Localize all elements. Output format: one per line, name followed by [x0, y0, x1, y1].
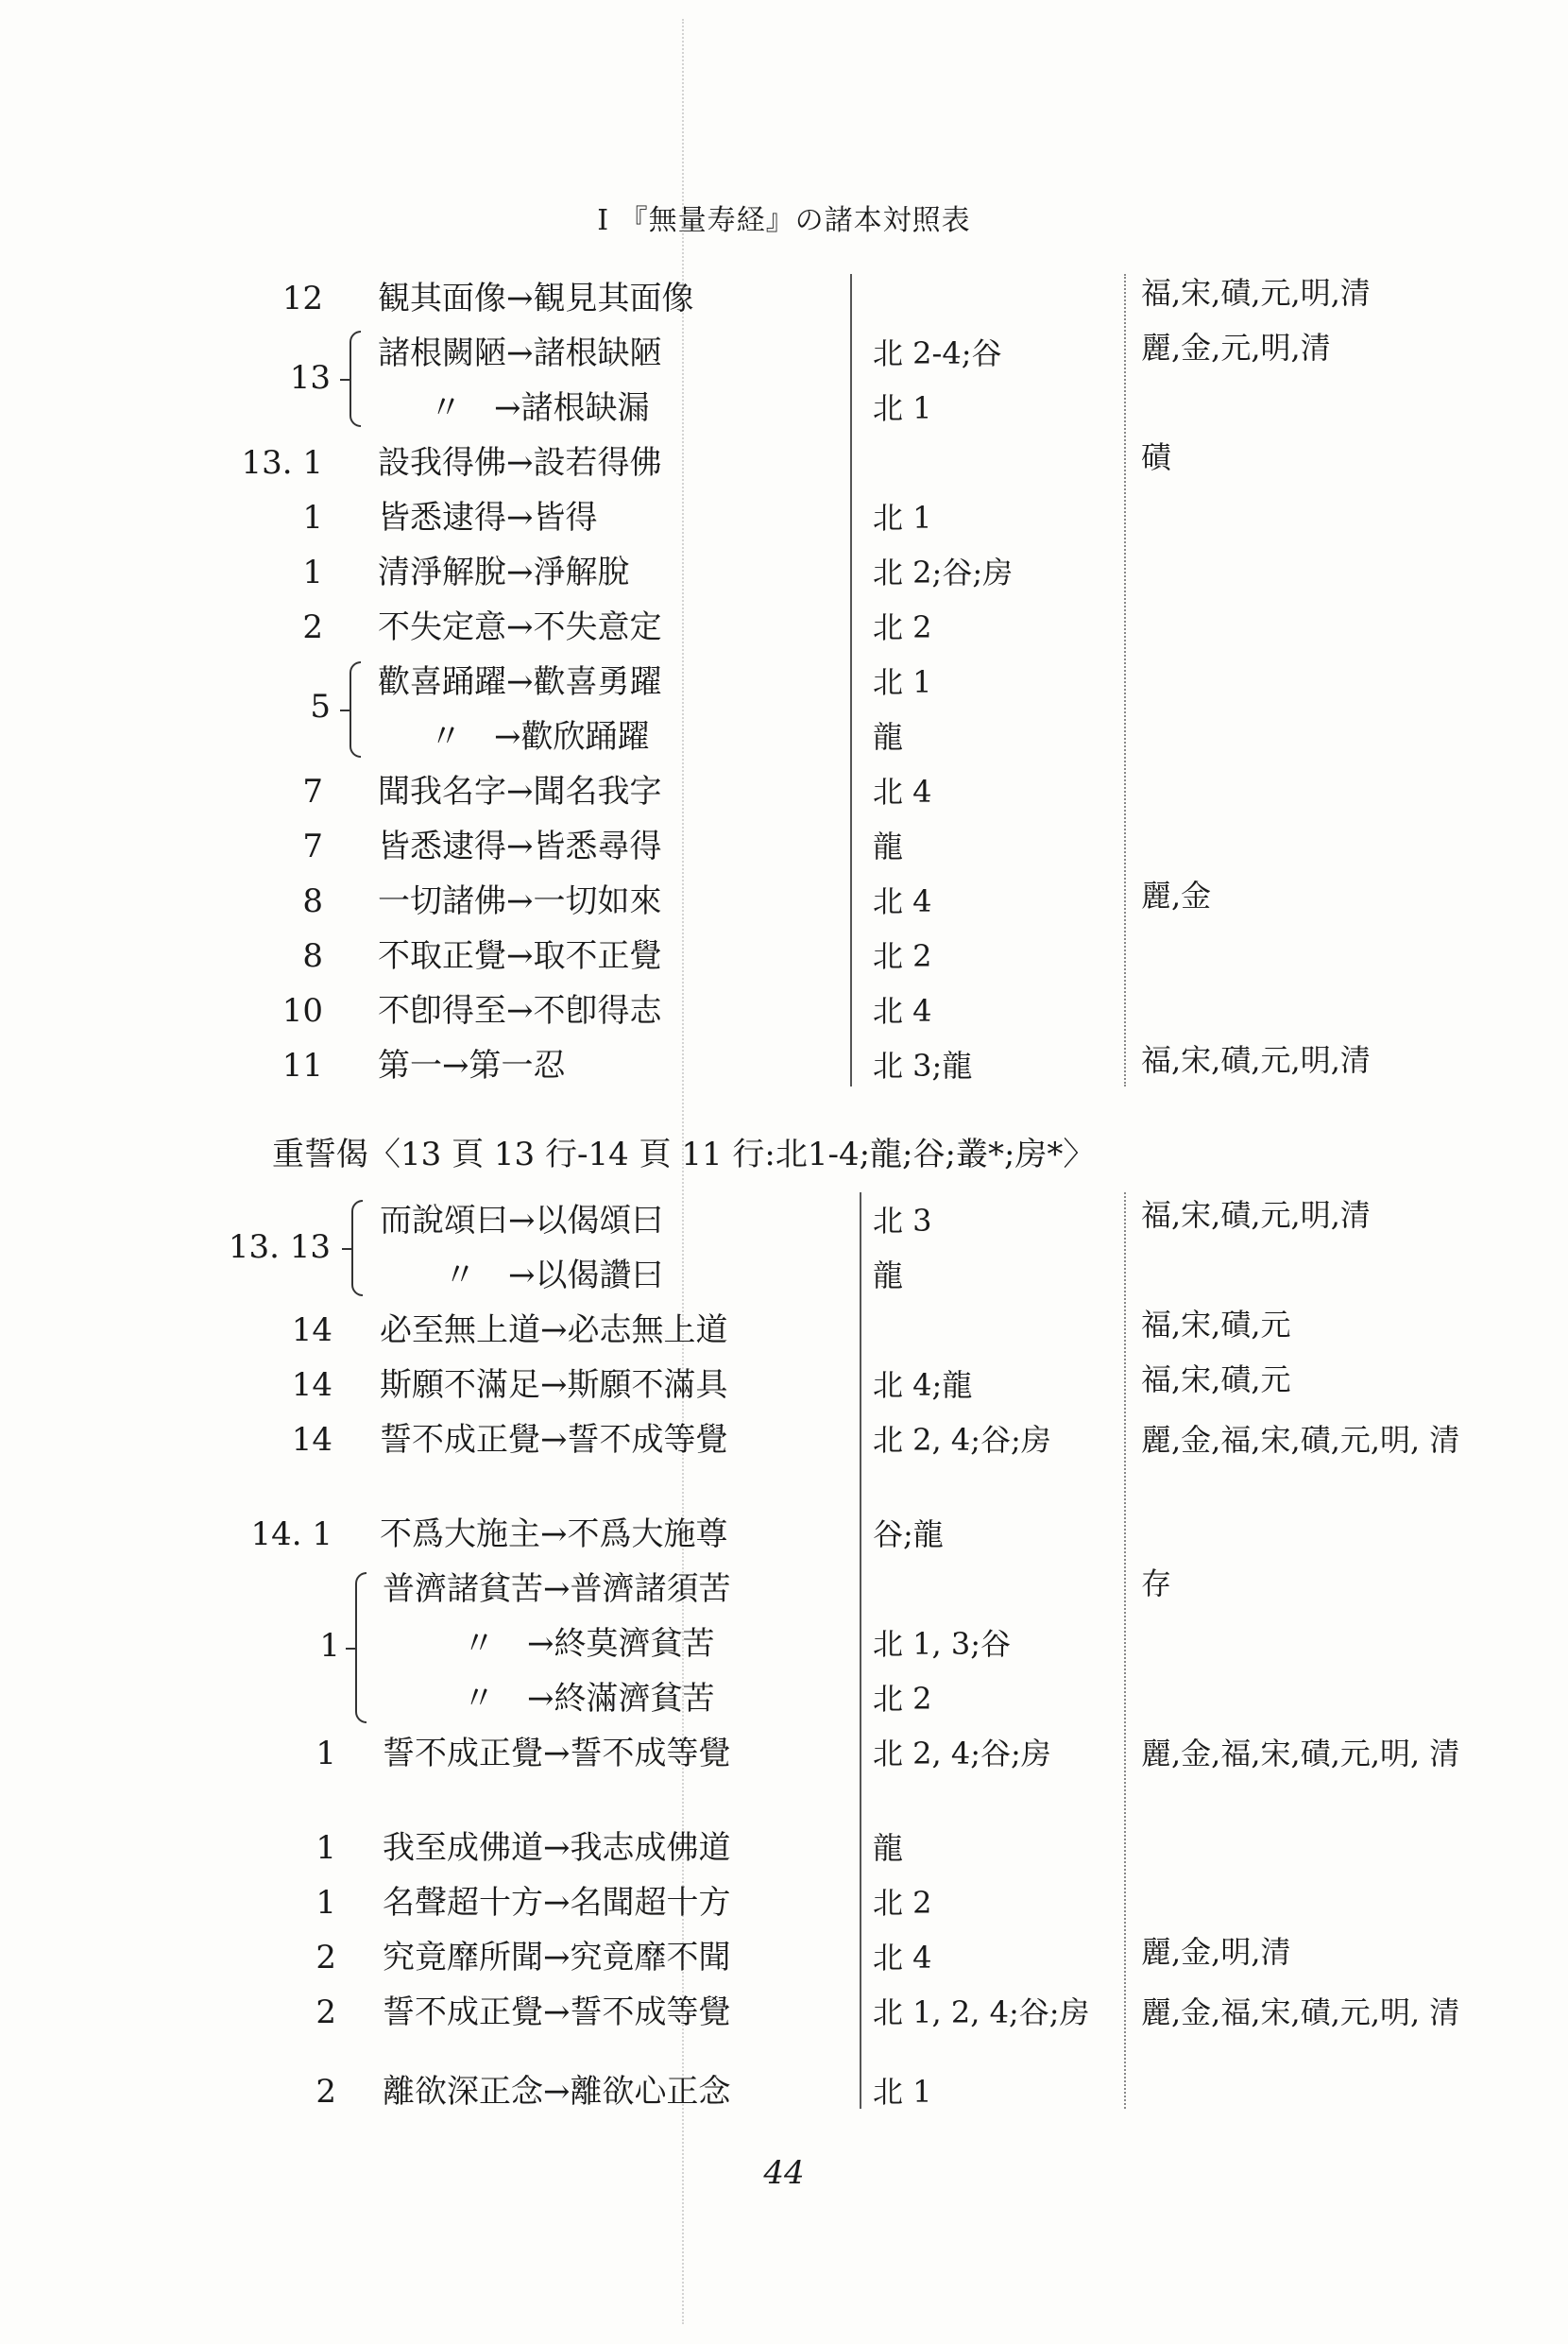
manuscripts: 北 2;谷;房 [873, 555, 1014, 590]
table-row [0, 822, 1568, 871]
manuscripts: 北 2, 4;谷;房 [873, 1736, 1051, 1771]
variant-reading: 誓不成正覺→誓不成等覺 [383, 1993, 731, 2031]
brace-label: 1 [319, 1627, 340, 1665]
table-row [0, 1619, 1568, 1668]
editions: 麗,金,元,明,清 [1141, 330, 1331, 366]
editions: 福,宋,磧,元,明,清 [1141, 1197, 1371, 1233]
table-row [0, 1251, 1568, 1300]
page-line-ref: 1 [315, 1884, 336, 1922]
editions: 福,宋,磧,元 [1141, 1361, 1291, 1397]
variant-reading: 必至無上道→必志無上道 [380, 1311, 728, 1349]
table-row [0, 1823, 1568, 1873]
table-row [0, 712, 1568, 761]
manuscripts: 北 4 [873, 993, 932, 1029]
manuscripts: 龍 [873, 1258, 904, 1293]
variant-reading: 〃 →終莫濟貧苦 [463, 1625, 715, 1663]
manuscripts: 北 1 [873, 390, 932, 426]
variant-reading: 究竟靡所聞→究竟靡不聞 [383, 1939, 731, 1976]
variant-reading: 歡喜踊躍→歡喜勇躍 [378, 663, 662, 701]
variant-reading: 〃 →以偈讚曰 [444, 1257, 664, 1294]
table-row [0, 1306, 1568, 1355]
page-line-ref: 13. 1 [241, 444, 323, 482]
manuscripts: 龍 [873, 829, 904, 864]
page-header: I 『無量寿経』の諸本対照表 [597, 204, 971, 237]
manuscripts: 北 4 [873, 1940, 932, 1976]
page-line-ref: 1 [302, 554, 323, 591]
manuscripts: 北 4 [873, 883, 932, 919]
variant-reading: 誓不成正覺→誓不成等覺 [380, 1421, 728, 1459]
variant-reading: 普濟諸貧苦→普濟諸須苦 [383, 1570, 731, 1608]
manuscripts: 北 1, 3;谷 [873, 1626, 1012, 1662]
manuscripts: 龍 [873, 1830, 904, 1866]
manuscripts: 北 3;龍 [873, 1048, 973, 1084]
variant-reading: 名聲超十方→名聞超十方 [383, 1884, 731, 1922]
page-line-ref: 1 [315, 1829, 336, 1867]
page-line-ref: 10 [281, 992, 323, 1030]
page-line-ref: 8 [302, 937, 323, 975]
manuscripts: 北 3 [873, 1203, 932, 1239]
brace-label: 13. 13 [228, 1228, 331, 1266]
page-number: 44 [763, 2154, 805, 2192]
manuscripts: 谷;龍 [873, 1516, 944, 1552]
table-row [0, 548, 1568, 597]
manuscripts: 北 1 [873, 2074, 932, 2110]
variant-reading: 不失定意→不失意定 [378, 608, 662, 646]
manuscripts: 北 2-4;谷 [873, 335, 1002, 371]
manuscripts: 龍 [873, 719, 904, 755]
table-row [0, 1988, 1568, 2037]
variant-reading: 諸根闕陋→諸根缺陋 [378, 334, 662, 372]
table-row [0, 932, 1568, 981]
page-line-ref: 7 [302, 828, 323, 865]
variant-reading: 一切諸佛→一切如來 [378, 882, 662, 920]
manuscripts: 北 2 [873, 609, 932, 645]
table-row [0, 1674, 1568, 1723]
table-row [0, 767, 1568, 816]
table-row [0, 274, 1568, 323]
manuscripts: 北 2 [873, 1681, 932, 1717]
variant-reading: 誓不成正覺→誓不成等覺 [383, 1735, 731, 1772]
variant-reading: 〃 →諸根缺漏 [430, 389, 650, 427]
table-row [0, 1196, 1568, 1245]
manuscripts: 北 2 [873, 1885, 932, 1921]
editions: 存 [1141, 1566, 1172, 1601]
table-row [0, 438, 1568, 488]
editions: 磧 [1141, 439, 1172, 475]
editions: 福,宋,磧,元,明,清 [1141, 275, 1371, 311]
table-row [0, 1565, 1568, 1614]
brace-label: 5 [310, 688, 331, 726]
manuscripts: 北 1 [873, 500, 932, 536]
manuscripts: 北 2, 4;谷;房 [873, 1422, 1051, 1458]
page-line-ref: 2 [315, 2073, 336, 2111]
editions: 麗,金,福,宋,磧,元,明, 清 [1141, 1994, 1460, 2030]
table-row [0, 384, 1568, 433]
table-row [0, 877, 1568, 926]
variant-reading: 不爲大施主→不爲大施尊 [380, 1515, 728, 1553]
page-line-ref: 11 [281, 1047, 323, 1085]
page-line-ref: 12 [281, 280, 323, 317]
manuscripts: 北 1 [873, 664, 932, 700]
page-line-ref: 2 [315, 1939, 336, 1976]
table-row [0, 329, 1568, 378]
manuscripts: 北 4 [873, 774, 932, 810]
page-line-ref: 14 [291, 1366, 332, 1404]
section-heading: 重誓偈〈13 頁 13 行-14 頁 11 行:北1-4;龍;谷;叢*;房*〉 [272, 1136, 1096, 1173]
variant-reading: 我至成佛道→我志成佛道 [383, 1829, 731, 1867]
page-line-ref: 7 [302, 773, 323, 811]
table-row [0, 658, 1568, 707]
variant-reading: 設我得佛→設若得佛 [378, 444, 662, 482]
brace-label: 13 [289, 359, 331, 397]
table-row [0, 603, 1568, 652]
page-line-ref: 14 [291, 1311, 332, 1349]
table-row [0, 1510, 1568, 1559]
manuscripts: 北 4;龍 [873, 1367, 973, 1403]
variant-reading: 聞我名字→聞名我字 [378, 773, 662, 811]
variant-reading: 観其面像→観見其面像 [378, 280, 694, 317]
page-line-ref: 2 [302, 608, 323, 646]
variant-reading: 第一→第一忍 [378, 1047, 566, 1085]
page-line-ref: 14. 1 [250, 1515, 332, 1553]
table-row [0, 1933, 1568, 1982]
table-row [0, 493, 1568, 542]
table-row [0, 1415, 1568, 1464]
editions: 麗,金,福,宋,磧,元,明, 清 [1141, 1736, 1460, 1771]
page-line-ref: 14 [291, 1421, 332, 1459]
variant-reading: 〃 →歡欣踊躍 [430, 718, 650, 756]
table-row [0, 1729, 1568, 1778]
editions: 福,宋,磧,元,明,清 [1141, 1042, 1371, 1078]
variant-reading: 清淨解脫→淨解脫 [378, 554, 630, 591]
page-line-ref: 1 [315, 1735, 336, 1772]
table-row [0, 1041, 1568, 1090]
editions: 麗,金 [1141, 878, 1212, 914]
variant-reading: 〃 →終滿濟貧苦 [463, 1680, 715, 1718]
page-line-ref: 1 [302, 499, 323, 537]
page-line-ref: 2 [315, 1993, 336, 2031]
table-row [0, 986, 1568, 1035]
variant-reading: 不卽得至→不卽得志 [378, 992, 662, 1030]
table-row [0, 1360, 1568, 1410]
variant-reading: 皆悉逮得→皆悉尋得 [378, 828, 662, 865]
table-row [0, 2067, 1568, 2116]
editions: 麗,金,明,清 [1141, 1934, 1291, 1970]
manuscripts: 北 1, 2, 4;谷;房 [873, 1994, 1090, 2030]
editions: 麗,金,福,宋,磧,元,明, 清 [1141, 1422, 1460, 1458]
variant-reading: 而說頌曰→以偈頌曰 [380, 1202, 664, 1240]
variant-reading: 斯願不滿足→斯願不滿具 [380, 1366, 728, 1404]
table-row [0, 1878, 1568, 1927]
variant-reading: 不取正覺→取不正覺 [378, 937, 662, 975]
variant-reading: 皆悉逮得→皆得 [378, 499, 598, 537]
manuscripts: 北 2 [873, 938, 932, 974]
editions: 福,宋,磧,元 [1141, 1307, 1291, 1343]
variant-reading: 離欲深正念→離欲心正念 [383, 2073, 731, 2111]
page-line-ref: 8 [302, 882, 323, 920]
